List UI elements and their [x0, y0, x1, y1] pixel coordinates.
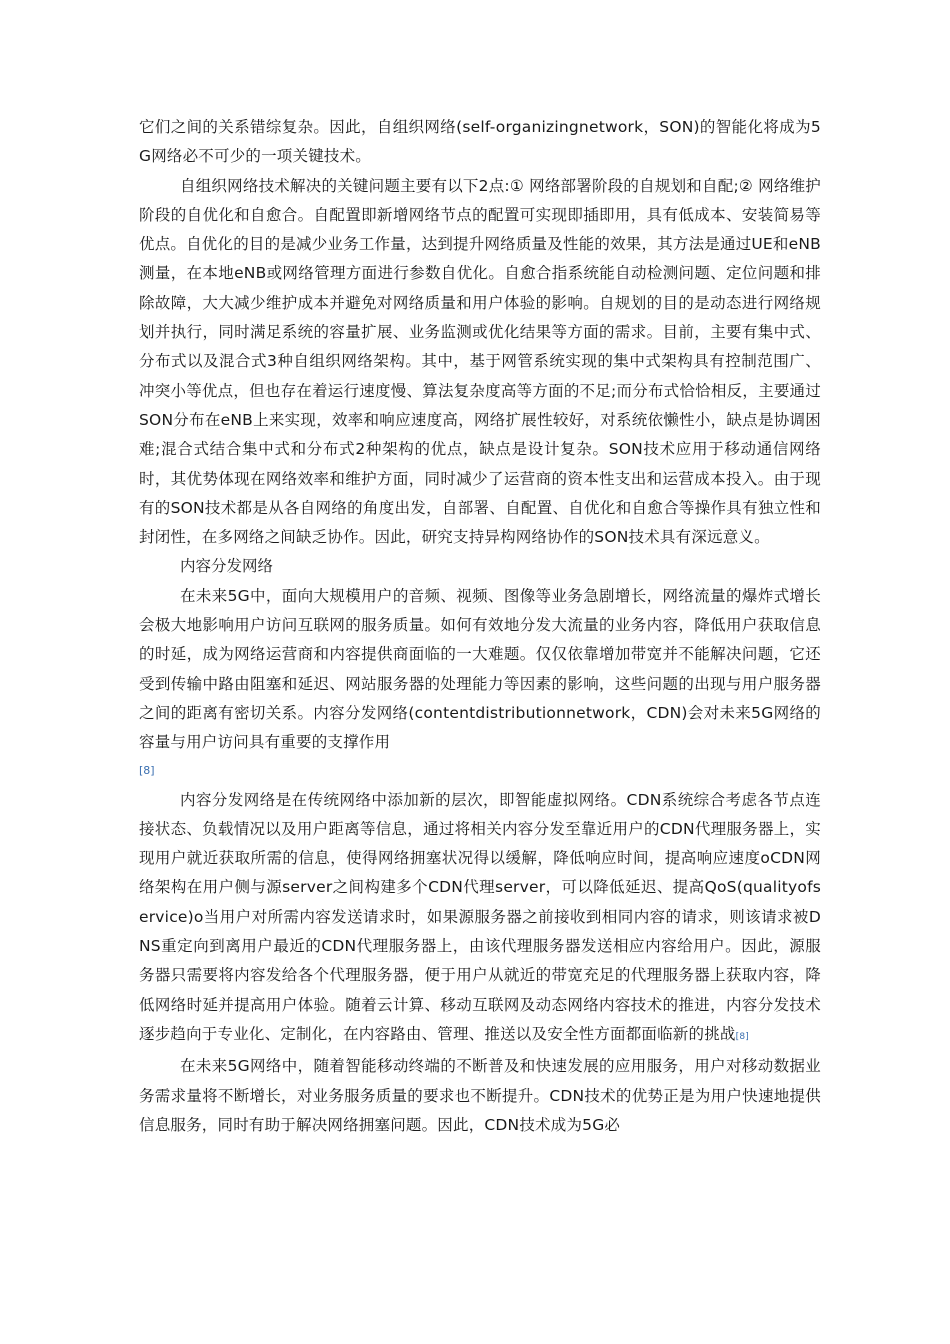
section-heading-cdn: 内容分发网络 [180, 557, 274, 576]
document-body [139, 113, 821, 1140]
paragraph-cdn-5g: 在未来5G网络中，随着智能移动终端的不断普及和快速发展的应用服务，用户对移动数据业务需求量将不断增长，对业务服务质量的要求也不断提升。CDN技术的优势正是为用户快速地提供信息服务，同时有助于解决网络拥塞问题。因此，CDN技术成为5G必 [139, 1057, 821, 1134]
reference-link[interactable]: [8] [139, 763, 155, 777]
paragraph-son-intro: 它们之间的关系错综复杂。因此，自组织网络(self-organizingnetwork，SON)的智能化将成为5G网络必不可少的一项关键技术。 [139, 118, 821, 166]
paragraph-cdn-architecture-text: 内容分发网络是在传统网络中添加新的层次，即智能虚拟网络。CDN系统综合考虑各节点连接状态、负载情况以及用户距离等信息，通过将相关内容分发至靠近用户的CDN代理服务器上，实现用户就近获取所需的信息，使得网络拥塞状况得以缓解，降低响应时间，提高响应速度oCDN网络架构在用户侧与源server之间构建多个CDN代理server，可以降低延迟、提高QoS(qualityofservice)o当用户对所需内容发送请求时，如果源服务器之前接收到相同内容的请求，则该请求被DNS重定向到离用户最近的CDN代理服务器上，由该代理服务器发送相应内容给用户。因此，源服务器只需要将内容发给各个代理服务器，便于用户从就近的带宽充足的代理服务器上获取内容，降低网络时延并提高用户体验。随着云计算、移动互联网及动态网络内容技术的推进，内容分发技术逐步趋向于专业化、定制化，在内容路由、管理、推送以及安全性方面都面临新的挑战 [139, 790, 821, 1043]
paragraph-cdn-architecture [139, 786, 821, 1053]
paragraph-son-details: 自组织网络技术解决的关键问题主要有以下2点:① 网络部署阶段的自规划和自配;② 网络维护阶段的自优化和自愈合。自配置即新增网络节点的配置可实现即插即用，具有低成本、安装简易等优点。自优化的目的是减少业务工作量，达到提升网络质量及性能的效果，其方法是通过UE和eNB测量，在本地eNB或网络管理方面进行参数自优化。自愈合指系统能自动检测问题、定位问题和排除故障，大大减少维护成本并避免对网络质量和用户体验的影响。自规划的目的是动态进行网络规划并执行，同时满足系统的容量扩展、业务监测或优化结果等方面的需求。目前，主要有集中式、分布式以及混合式3种自组织网络架构。其中，基于网管系统实现的集中式架构具有控制范围广、冲突小等优点，但也存在着运行速度慢、算法复杂度高等方面的不足;而分布式恰恰相反，主要通过SON分布在eNB上来实现，效率和响应速度高，网络扩展性较好，对系统依懒性小，缺点是协调困难;混合式结合集中式和分布式2种架构的优点，缺点是设计复杂。SON技术应用于移动通信网络时，其优势体现在网络效率和维护方面，同时减少了运营商的资本性支出和运营成本投入。由于现有的SON技术都是从各自网络的角度出发，自部署、自配置、自优化和自愈合等操作具有独立性和封闭性，在多网络之间缺乏协作。因此，研究支持异构网络协作的SON技术具有深远意义。 [139, 176, 821, 547]
paragraph-cdn-intro: 在未来5G中，面向大规模用户的音频、视频、图像等业务急剧增长，网络流量的爆炸式增长会极大地影响用户访问互联网的服务质量。如何有效地分发大流量的业务内容，降低用户获取信息的时延，成为网络运营商和内容提供商面临的一大难题。仅仅依靠增加带宽并不能解决问题，它还受到传输中路由阻塞和延迟、网站服务器的处理能力等因素的影响，这些问题的出现与用户服务器之间的距离有密切关系。内容分发网络(contentdistributionnetwork，CDN)会对未来5G网络的容量与用户访问具有重要的支撑作用 [139, 586, 821, 752]
reference-marker [139, 758, 821, 786]
reference-link-inline[interactable]: [8] [735, 1031, 749, 1042]
